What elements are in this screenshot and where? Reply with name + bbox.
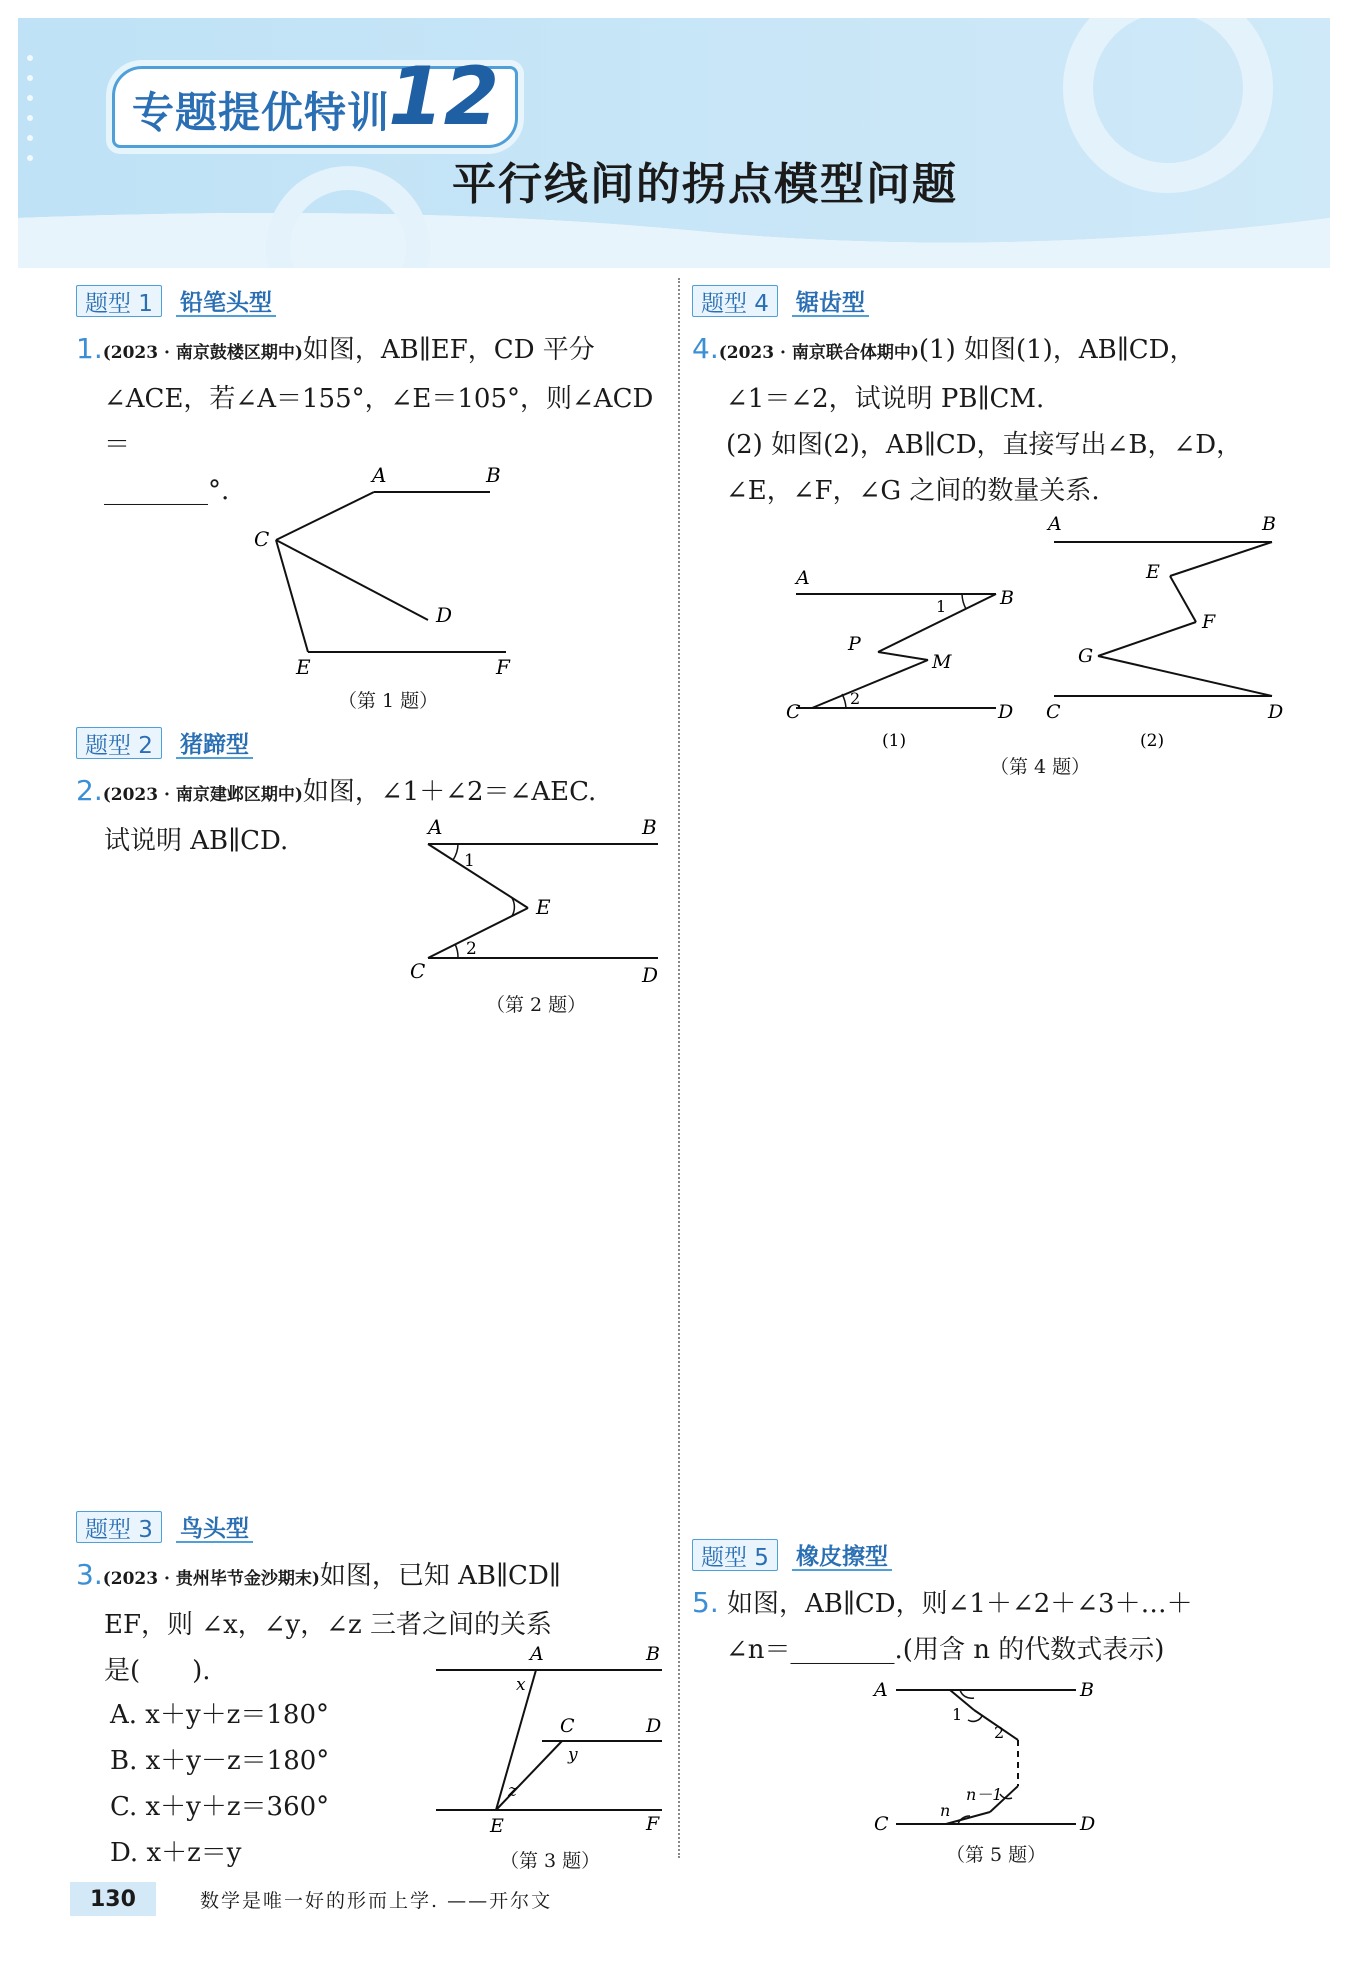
page-number: 130 (70, 1882, 156, 1916)
svg-text:A: A (530, 1643, 544, 1665)
point-label: C (254, 527, 270, 551)
figure-4-2 (1040, 510, 1290, 750)
svg-text:B: B (1080, 1679, 1094, 1701)
svg-text:D: D (998, 701, 1014, 723)
question-text: 试说明 AB∥CD. (104, 826, 289, 856)
question-text: 如图，AB∥EF，CD 平分 (302, 335, 595, 365)
svg-text:z: z (508, 1781, 517, 1801)
section-tag-3 (76, 1510, 253, 1544)
figure-caption: （第 1 题） (338, 690, 439, 712)
svg-text:D: D (1080, 1813, 1096, 1835)
svg-text:B: B (642, 815, 657, 839)
option-c: C. x＋y＋z＝360° (110, 1792, 330, 1822)
figure-3 (430, 1640, 670, 1840)
svg-text:2: 2 (466, 939, 477, 959)
question-text: 是( ). (104, 1656, 211, 1686)
svg-text:A: A (1048, 513, 1062, 535)
question-source: (2023 · 贵州毕节金沙期末) (102, 1569, 320, 1589)
svg-text:2: 2 (994, 1723, 1005, 1742)
section-label: 题型 2 (76, 727, 162, 759)
figure-4-1 (786, 568, 1026, 758)
figure-caption: （第 2 题） (486, 994, 587, 1016)
badge-number: 12 (388, 50, 500, 143)
svg-text:1: 1 (952, 1705, 963, 1724)
question-5 (692, 1580, 1292, 1673)
svg-text:n－1: n－1 (966, 1785, 1003, 1804)
svg-text:B: B (1262, 513, 1276, 535)
answer-blank: ________°. (104, 476, 230, 506)
svg-text:B: B (1000, 587, 1014, 609)
svg-text:A: A (428, 815, 443, 839)
figure-5 (870, 1670, 1110, 1850)
section-label: 题型 4 (692, 285, 778, 317)
option-a: A. x＋y＋z＝180° (110, 1700, 329, 1730)
question-number: 3. (76, 1558, 103, 1591)
svg-text:1: 1 (464, 851, 475, 871)
section-tag-4 (692, 284, 869, 318)
footer-quote: 数学是唯一好的形而上学. ——开尔文 (200, 1890, 553, 1912)
svg-text:2: 2 (850, 689, 861, 708)
question-text: (1) 如图(1)，AB∥CD， (918, 335, 1196, 365)
section-label: 题型 5 (692, 1539, 778, 1571)
svg-text:x: x (516, 1675, 526, 1695)
svg-text:C: C (560, 1715, 575, 1737)
section-tag-1 (76, 284, 276, 318)
section-name: 锯齿型 (792, 285, 869, 317)
section-name: 铅笔头型 (176, 285, 276, 317)
svg-text:A: A (874, 1679, 888, 1701)
question-text: ∠1＝∠2，试说明 PB∥CM. (726, 384, 1045, 414)
question-source: (2023 · 南京鼓楼区期中) (102, 343, 303, 363)
svg-text:C: C (874, 1813, 889, 1835)
figure-caption: （第 3 题） (500, 1850, 601, 1872)
svg-text:y: y (568, 1745, 578, 1765)
svg-text:E: E (1146, 561, 1160, 583)
svg-text:G: G (1078, 645, 1094, 667)
point-label: A (372, 463, 387, 487)
section-name: 橡皮擦型 (792, 1539, 892, 1571)
point-label: D (436, 603, 453, 627)
svg-text:M: M (932, 651, 952, 673)
svg-text:C: C (1046, 701, 1061, 723)
svg-text:(1): (1) (882, 731, 907, 751)
question-number: 4. (692, 332, 719, 365)
figure-caption: （第 5 题） (946, 1844, 1047, 1866)
svg-text:E: E (536, 895, 551, 919)
question-number: 5. (692, 1586, 719, 1619)
section-name: 猪蹄型 (176, 727, 253, 759)
question-text: 如图，已知 AB∥CD∥ (319, 1561, 561, 1591)
option-b: B. x＋y－z＝180° (110, 1746, 330, 1776)
section-tag-5 (692, 1538, 892, 1572)
svg-text:D: D (646, 1715, 662, 1737)
point-label: F (496, 655, 510, 679)
svg-text:B: B (646, 1643, 660, 1665)
question-text: ∠ACE，若∠A＝155°，∠E＝105°，则∠ACD＝ (104, 384, 654, 460)
svg-text:A: A (796, 568, 810, 589)
question-4 (692, 326, 1292, 514)
question-number: 1. (76, 332, 103, 365)
svg-text:P: P (848, 633, 861, 655)
question-text: EF，则 ∠x，∠y，∠z 三者之间的关系 (104, 1610, 552, 1640)
section-name: 鸟头型 (176, 1511, 253, 1543)
figure-caption: （第 4 题） (990, 756, 1091, 778)
question-number: 2. (76, 774, 103, 807)
figure-2 (400, 812, 670, 992)
question-source: (2023 · 南京建邺区期中) (102, 785, 303, 805)
option-d: D. x＋z＝y (110, 1838, 242, 1868)
svg-text:D: D (642, 963, 659, 987)
svg-text:1: 1 (936, 597, 947, 616)
point-label: E (296, 655, 311, 679)
section-label: 题型 3 (76, 1511, 162, 1543)
question-text: ∠E，∠F，∠G 之间的数量关系. (726, 476, 1100, 506)
svg-text:(2): (2) (1140, 731, 1165, 750)
svg-text:D: D (1268, 701, 1284, 723)
svg-text:C: C (410, 959, 426, 983)
svg-text:F: F (1202, 611, 1216, 633)
svg-text:E: E (490, 1815, 504, 1837)
question-source: (2023 · 南京联合体期中) (718, 343, 919, 363)
question-text: ∠n＝________.(用含 n 的代数式表示) (726, 1635, 1165, 1665)
badge-text: 专题提优特训 (132, 88, 391, 137)
svg-text:n: n (940, 1801, 951, 1820)
svg-text:C: C (786, 701, 801, 723)
section-tag-2 (76, 726, 253, 760)
question-text: (2) 如图(2)，AB∥CD，直接写出∠B，∠D， (726, 430, 1243, 460)
figure-1 (240, 460, 520, 680)
question-text: 如图，∠1＋∠2＝∠AEC. (302, 777, 597, 807)
section-label: 题型 1 (76, 285, 162, 317)
column-divider (678, 278, 680, 1858)
svg-text:F: F (646, 1813, 660, 1835)
point-label: B (486, 463, 501, 487)
question-text: 如图，AB∥CD，则∠1＋∠2＋∠3＋…＋ (726, 1589, 1193, 1619)
page-title: 平行线间的拐点模型问题 (452, 159, 958, 210)
